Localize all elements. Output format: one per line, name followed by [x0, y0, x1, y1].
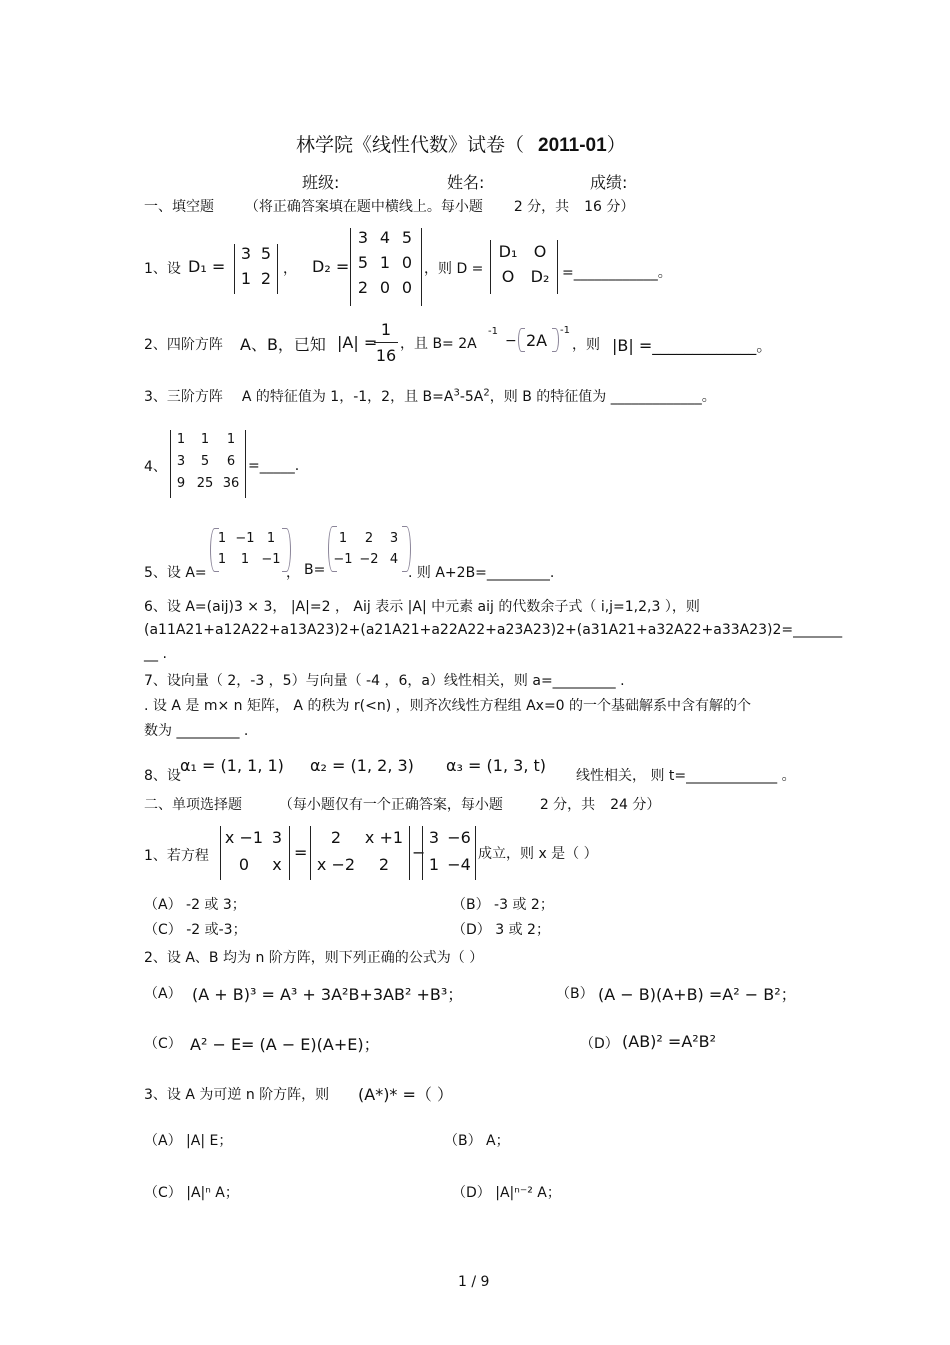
s2q1-m1-cell: x: [272, 855, 282, 874]
section2-title: 二、单项选择题: [144, 797, 242, 813]
q5-A-cell: 1: [217, 531, 227, 546]
q2-num: 1: [380, 320, 392, 339]
s2q1-m2-cell: 2: [378, 855, 390, 874]
title-prefix: 林学院《线性代数》试卷（: [296, 134, 525, 156]
q8-label: 8、设: [144, 768, 181, 784]
s2q1-option-d: （D） 3 或 2；: [452, 922, 550, 938]
s2q2-option-b: (A − B)(A+B) =A² − B²；: [598, 985, 797, 1004]
q4-cell: 25: [196, 476, 214, 491]
s2q2-option-a: (A + B)³ = A³ + 3A²B+3AB² +B³；: [192, 985, 464, 1004]
s2q1-m3-cell: 1: [428, 855, 440, 874]
q1-d2-cell: 1: [379, 253, 391, 272]
name-label: 姓名:: [447, 173, 485, 192]
q2-den: 16: [375, 346, 397, 365]
section1-heading: [144, 196, 634, 216]
s2q2-option-a-label: （A）: [144, 986, 182, 1002]
s2q3-stem-a: 3、设 A 为可逆 n 阶方阵，则: [144, 1087, 330, 1103]
q2-ab: A、B，已知: [240, 335, 326, 354]
q1-comma: ，: [283, 261, 297, 277]
q5-B-cell: −2: [359, 552, 379, 567]
section2-points-total: 24 分）: [610, 797, 661, 813]
section1-title: 一、填空题: [144, 199, 214, 215]
title-year: 2011-01: [538, 135, 607, 156]
q5-A-cell: 1: [240, 552, 250, 567]
section1-instruction: （将正确答案填在题中横线上。每小题: [244, 199, 483, 215]
s2q1-minus: −: [412, 843, 426, 862]
q1-d2-grid: [352, 228, 420, 297]
q5-A-cell: −1: [261, 552, 281, 567]
s2q1-m2-cell: x +1: [364, 828, 404, 847]
q5-A-grid: [212, 531, 284, 567]
s2q1-m3-cell: −6: [447, 828, 471, 847]
q6-line1: 6、设 A=(aij)3 × 3， |A|=2 ， Aij 表示 |A| 中元素 aij 的代数余子式（ i,j=1,2,3 ），则: [144, 599, 700, 615]
q2-and: ，且 B= 2A: [400, 336, 477, 352]
s2q1-equals: =: [294, 843, 308, 862]
q1-d2-cell: 5: [401, 228, 413, 247]
q2-absB: |B| =_____________。: [612, 336, 773, 355]
s2q3-stem-b: (A*)* =（ ）: [358, 1085, 454, 1104]
s2q1-option-a: （A） -2 或 3；: [144, 897, 246, 913]
q1-d1-cell: 1: [240, 269, 252, 288]
q4-cell: 6: [226, 454, 236, 469]
q4-cell: 9: [176, 476, 186, 491]
q1-d2-cell: 3: [357, 228, 369, 247]
q1-d2-name: D₂ =: [312, 257, 350, 276]
s2q1-m3-cell: 3: [428, 828, 440, 847]
q1-d2-cell: 0: [401, 253, 413, 272]
q5-A-cell: 1: [266, 531, 276, 546]
q5-blank: . 则 A+2B=_________.: [408, 565, 555, 581]
q7-line1: 7、设向量（ 2，-3 ，5）与向量（ -4 ，6，a）线性相关，则 a=_________ .: [144, 673, 625, 689]
s2q1-option-b: （B） -3 或 2；: [452, 897, 554, 913]
q2-label: 2、四阶方阵: [144, 337, 223, 353]
q4-grid: [170, 432, 244, 491]
s2q3-option-c: （C） |A|ⁿ A；: [144, 1185, 239, 1201]
s2q2-stem: 2、设 A、B 均为 n 阶方阵，则下列正确的公式为（ ）: [144, 950, 484, 966]
s2q1-m2-grid: [312, 828, 408, 874]
section1-points-total: 16 分）: [584, 199, 635, 215]
q4-cell: 36: [222, 476, 240, 491]
q4-cell: 1: [200, 432, 210, 447]
q7-line2: . 设 A 是 m× n 矩阵， A 的秩为 r(<n) ，则齐次线性方程组 Ax=0 的一个基础解系中含有解的个: [144, 698, 752, 714]
q3-text: [144, 386, 716, 406]
s2q2-option-c-label: （C）: [144, 1036, 182, 1052]
q2-inv: -1: [488, 326, 498, 337]
q2-inv2: -1: [560, 325, 570, 336]
q6-line3: __ .: [144, 646, 167, 662]
q4-cell: 5: [200, 454, 210, 469]
q5-B-cell: 4: [389, 552, 399, 567]
s2q1-m1-cell: 3: [271, 828, 283, 847]
q2-twoA: 2A: [526, 331, 548, 350]
q2-right-paren: [552, 328, 559, 352]
q4-label: 4、: [144, 459, 167, 475]
q2-then: ，则: [572, 337, 600, 353]
q1-d1-cell: 3: [240, 244, 252, 263]
q4-cell: 3: [176, 454, 186, 469]
s2q1-m1-grid: [222, 828, 288, 874]
q1-d1-cell: 5: [260, 244, 272, 263]
q1-d1-grid: [236, 244, 276, 288]
q5-B-cell: 1: [338, 531, 348, 546]
section1-points-each: 2 分，共: [513, 199, 570, 215]
q7-line3: 数为 _________ .: [144, 723, 249, 739]
q5-comma: ，: [286, 565, 300, 581]
q8-alpha1: α₁ = (1, 1, 1): [180, 756, 284, 775]
q1-d2-cell: 5: [357, 253, 369, 272]
q5-B-cell: 2: [364, 531, 374, 546]
q1-blank: =____________。: [562, 265, 672, 281]
class-label: 班级:: [302, 173, 340, 192]
q1-d2-cell: 0: [401, 278, 413, 297]
q1-d2-cell: 2: [357, 278, 369, 297]
q3-exp3: 3: [453, 387, 460, 399]
page-number: 1 / 9: [458, 1274, 490, 1290]
q2-minus: −: [505, 333, 517, 349]
q2-left-paren: [518, 328, 525, 352]
section2-heading: [144, 794, 660, 814]
q3-text-c: -5A: [459, 389, 484, 405]
q8-alpha3: α₃ = (1, 3, t): [446, 756, 546, 775]
q1-d2-cell: 4: [379, 228, 391, 247]
s2q3-option-d: （D） |A|ⁿ⁻² A；: [452, 1185, 561, 1201]
q8-alpha2: α₂ = (1, 2, 3): [310, 756, 414, 775]
q1-d-cell: O: [501, 267, 515, 286]
section2-points-each: 2 分，共: [539, 797, 596, 813]
page-title: [296, 130, 626, 157]
q8-tail: 线性相关， 则 t=_____________ 。: [576, 768, 796, 784]
q4-cell: 1: [226, 432, 236, 447]
s2q1-m1-cell: x −1: [224, 828, 264, 847]
s2q2-option-b-label: （B）: [556, 986, 594, 1002]
s2q1-m2-cell: 2: [330, 828, 342, 847]
q5-B-label: B=: [304, 562, 326, 578]
q5-A-cell: −1: [235, 531, 255, 546]
q6-line2: (a11A21+a12A22+a13A23)2+(a21A21+a22A22+a23A23)2+(a31A21+a32A22+a33A23)2=_______: [144, 622, 843, 638]
q1-d-grid: [492, 242, 556, 286]
q1-d2-cell: 0: [379, 278, 391, 297]
q5-label: 5、设 A=: [144, 565, 207, 581]
s2q2-option-d-label: （D）: [580, 1036, 619, 1052]
q1-d-cell: D₂: [530, 267, 550, 286]
s2q1-m1-cell: 0: [238, 855, 250, 874]
q1-label: 1、设: [144, 261, 181, 277]
q5-B-cell: 3: [389, 531, 399, 546]
q1-d-cell: D₁: [498, 242, 518, 261]
s2q1-tail: 成立，则 x 是（ ）: [478, 846, 598, 862]
q2-fraction-line: [374, 342, 398, 343]
q1-d1-name: D₁ =: [188, 257, 226, 276]
q5-A-cell: 1: [217, 552, 227, 567]
score-label: 成绩:: [590, 173, 628, 192]
q5-B-grid: [330, 531, 406, 567]
title-suffix: ）: [606, 134, 626, 156]
q3-exp2: 2: [483, 387, 490, 399]
s2q2-option-d: (AB)² =A²B²: [622, 1032, 717, 1051]
q3-text-d: ，则 B 的特征值为 _____________。: [489, 389, 716, 405]
s2q1-m3-cell: −4: [447, 855, 471, 874]
q3-text-b: A 的特征值为 1，-1，2，且 B=A: [241, 389, 454, 405]
s2q2-option-c: A² − E= (A − E)(A+E)；: [190, 1035, 380, 1054]
s2q1-m2-cell: x −2: [316, 855, 356, 874]
q1-then: ，则 D =: [424, 261, 484, 277]
s2q1-option-c: （C） -2 或-3；: [144, 922, 247, 938]
q4-cell: 1: [176, 432, 186, 447]
q4-blank: =_____.: [248, 458, 300, 474]
q3-text-a: 3、三阶方阵: [144, 389, 223, 405]
q2-absA: |A| =: [337, 333, 378, 352]
s2q1-label: 1、若方程: [144, 848, 209, 864]
s2q1-m3-grid: [424, 828, 474, 874]
q1-d1-cell: 2: [260, 269, 272, 288]
section2-instruction: （每小题仅有一个正确答案，每小题: [278, 797, 503, 813]
q1-d-cell: O: [533, 242, 547, 261]
s2q3-option-b: （B） A；: [444, 1133, 510, 1149]
q5-B-cell: −1: [333, 552, 353, 567]
s2q3-option-a: （A） |A| E；: [144, 1133, 233, 1149]
